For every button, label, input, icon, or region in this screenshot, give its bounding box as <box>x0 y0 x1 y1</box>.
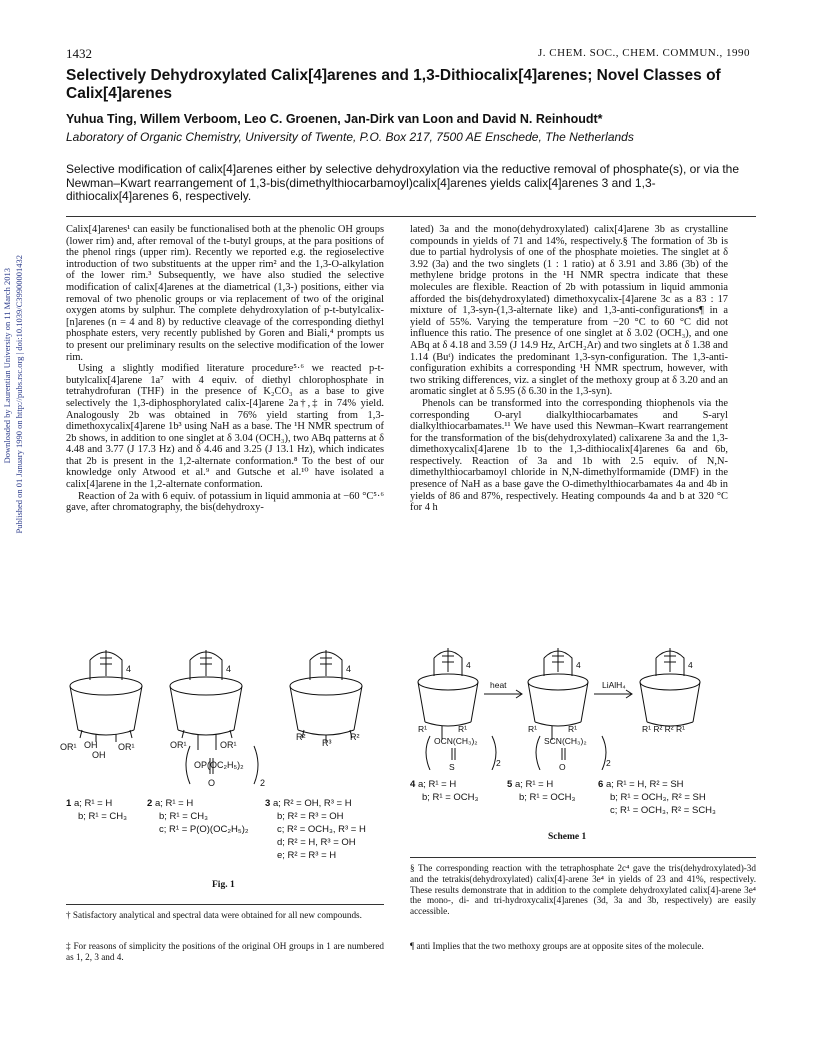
calixarene-structure-5 <box>528 648 606 770</box>
scheme1-caption: Scheme 1 <box>548 832 587 842</box>
substituent-label: OH <box>92 750 106 760</box>
compound-def: c; R¹ = OCH₃, R² = SCH₃ <box>610 805 716 816</box>
compound-def: b; R¹ = CH₃ <box>159 811 209 822</box>
compound-def: a; R¹ = H <box>417 779 457 790</box>
substituent-label: R¹ <box>458 724 467 734</box>
sulphur-label: S <box>449 762 455 770</box>
compound-def: b; R¹ = OCH₃, R² = SH <box>610 792 706 803</box>
compound-number: 2 <box>147 798 153 809</box>
ring-subscript: 4 <box>576 660 581 670</box>
download-notice: Downloaded by Laurentian University on 11 March 2013 <box>2 268 12 464</box>
substituent-label: OR¹ <box>170 740 187 750</box>
compound-def: b; R¹ = OCH₃ <box>519 792 576 803</box>
compound-3-definitions <box>265 797 366 862</box>
compound-6-definitions <box>598 778 716 817</box>
substituent-label: OR¹ <box>220 740 237 750</box>
compound-number: 1 <box>66 798 72 809</box>
figure1-caption: Fig. 1 <box>212 880 235 890</box>
compound-def: a; R¹ = H <box>73 798 113 809</box>
compound-number: 4 <box>410 779 416 790</box>
count-subscript: 2 <box>606 758 611 768</box>
compound-def: e; R² = R³ = H <box>277 850 337 861</box>
substituent-label: R¹ <box>418 724 427 734</box>
oxygen-label: O <box>559 762 566 770</box>
article-title: Selectively Dehydroxylated Calix[4]arenes and 1,3-Dithiocalix[4]arenes; Novel Classes of Calix[4]arenes <box>66 67 721 102</box>
compound-def: a; R¹ = H, R² = SH <box>605 779 684 790</box>
compound-def: c; R¹ = P(O)(OC₂H₅)₂ <box>159 824 249 835</box>
compound-number: 5 <box>507 779 513 790</box>
reaction-arrow-heat <box>484 690 522 698</box>
compound-def: b; R¹ = OCH₃ <box>422 792 479 803</box>
publication-notice[interactable]: Published on 01 January 1990 on http://pubs.rsc.org | doi:10.1039/C39900001432 <box>14 255 24 534</box>
ring-subscript: 4 <box>346 664 352 674</box>
calixarene-structure-4 <box>418 648 496 770</box>
footnote: ¶ anti Implies that the two methoxy groups are at opposite sites of the molecule. <box>410 941 704 951</box>
paragraph: Phenols can be transformed into the corresponding thiophenols via the corresponding O-aryl dialkylthiocarbamates and S-aryl dialkylthiocarbamates.¹¹ We have used this Newman–Kwart rearrangement for the transformation of the bis(dehydroxylated) calixarene 3a and the 1,3-dimethoxycalix[4]arene 1b to the 1,3-dithiocalix[4]arenes 6a and 6b, respectively. Reaction of 3a and 1b with 2.5 equiv. of N,N-dimethylthiocarbamoyl chloride in N,N-dimethylformamide (DMF) in the presence of NaH as a base gave the O-dimethylthiocarbamates 4a and 4b in yields of 86 and 87%, respectively. Heating compounds 4a and b at 320 °C for 4 h <box>410 397 728 514</box>
authors: Yuhua Ting, Willem Verboom, Leo C. Groenen, Jan-Dirk van Loon and David N. Reinhoudt* <box>66 112 603 126</box>
calixarene-structure-1 <box>70 650 142 742</box>
compound-def: a; R¹ = H <box>514 779 554 790</box>
paragraph: Reaction of 2a with 6 equiv. of potassium in liquid ammonia at −60 °C⁵·⁶ gave, after chromatography, the bis(dehydroxy- <box>66 490 384 514</box>
compound-def: a; R¹ = H <box>154 798 194 809</box>
substituent-label: OR¹ <box>60 742 77 752</box>
thiocarbamate-label: SCN(CH₃)₂ <box>544 736 587 746</box>
compound-4-definitions <box>410 778 478 804</box>
compound-1-definitions <box>66 797 127 823</box>
footnote: § The corresponding reaction with the tetraphosphate 2c⁴ gave the tris(dehydroxylated)-3d and the tetrakis(dehydroxylated) calix[4]-arene 3e⁴ in yields of 23 and 41%, respectively. These results demonstrate that in addition to the complete dehydroxylated calix[4]-arene 3e⁴ the mono-, di- and tri-hydroxycalix[4]arenes (3d, 3a and 3b, respectively) are easily accessible. <box>410 863 756 917</box>
body-column-left <box>66 224 384 514</box>
substituent-label: OR¹ <box>118 742 135 752</box>
abstract: Selective modification of calix[4]arenes either by selective dehydroxylation via the reductive removal of phosphate(s), or via the Newman–Kwart rearrangement of 1,3-bis(dimethylthiocarbamoyl)calix[4]arenes yields calix[4]arenes 3 and 1,3-dithiocalix[4]arenes 6, respectively. <box>66 162 740 203</box>
paragraph: Calix[4]arenes¹ can easily be functionalised both at the phenolic OH groups (lower rim) and, after removal of the t-butyl groups, at the para positions of the phenol rings (upper rim). Recently we reported e.g. the regioselective introduction of two substituents at the upper rim² and the 1,3-O-alkylation of the lower rim.³ Subsequently, we have also studied the selective modification of calix[4]arenes at the diametrical (1,3-) positions, either via removal of two phenolic groups or via replacement of two of the original oxygen atoms by sulphur. The complete dehydroxylation of p-t-butylcalix-[n]arenes (n = 4 and 8) by reductive cleavage of the corresponding diethyl phosphate esters, very recently published by Goren and Biali,⁴ prompts us to present our preliminary results on the selective modification of the lower rim. <box>66 224 384 363</box>
substituent-label: R¹ <box>568 724 577 734</box>
footnote: ‡ For reasons of simplicity the positions of the original OH groups in 1 are numbered as 1, 2, 3 and 4. <box>66 941 384 962</box>
compound-number: 6 <box>598 779 604 790</box>
paragraph: Using a slightly modified literature procedure⁵·⁶ we reacted p-t-butylcalix[4]arene 1a⁷ with 4 equiv. of diethyl chlorophosphate in tetrahydrofuran (THF) in the presence of K₂CO₃ as a base to give selectively the 1,3-diphosphorylated calix-[4]arene 2a†,‡ in 74% yield. Analogously 2b was obtained in 76% yield starting from 1,3-dimethoxycalix[4]arene 1b³ using NaH as a base. The ¹H NMR spectrum of 2b shows, in addition to one singlet at δ 3.04 (OCH₃), two ABq patterns at δ 4.48 and 3.77 (J 17.3 Hz) and δ 4.46 and 3.25 (J 13.1 Hz), which indicates that 2b is present in the 1,2-alternate conformation.⁸ To the best of our knowledge only Atwood et al.⁹ and Gutsche et al.¹⁰ have isolated a calix[4]arene in the 1,2-alternate conformation. <box>66 363 384 491</box>
ring-subscript: 4 <box>126 664 132 674</box>
compound-2-definitions <box>147 797 249 836</box>
footnote-rule <box>410 857 756 858</box>
compound-number: 3 <box>265 798 271 809</box>
scheme1-structures <box>406 640 756 770</box>
footnote-rule <box>66 904 384 905</box>
journal-running-head: J. CHEM. SOC., CHEM. COMMUN., 1990 <box>538 47 750 59</box>
compound-def: c; R² = OCH₃, R³ = H <box>277 824 366 835</box>
substituent-label: R¹ <box>528 724 537 734</box>
phosphate-label: OP(OC₂H₅)₂ <box>194 760 244 770</box>
compound-def: a; R² = OH, R³ = H <box>272 798 352 809</box>
arrow-label: heat <box>490 680 507 690</box>
substituent-labels: R¹ R² R² R¹ <box>642 724 685 734</box>
compound-5-definitions <box>507 778 575 804</box>
oxygen-label: O <box>208 778 216 788</box>
compound-def: d; R² = H, R³ = OH <box>277 837 356 848</box>
compound-def: b; R¹ = CH₃ <box>78 811 128 822</box>
count-subscript: 2 <box>496 758 501 768</box>
substituent-label: R² <box>350 732 360 742</box>
paragraph: lated) 3a and the mono(dehydroxylated) calix[4]arene 3b as crystalline compounds in yields of 71 and 14%, respectively.§ The formation of 3b is due to partial hydrolysis of one of the phosphate moieties. The singlet at δ 3.92 (3a) and the two singlets (1 : 1 ratio) at δ 3.91 and 3.86 (3b) of the methylene bridge protons in the ¹H NMR spectra indicate that these molecules are flexible. Reaction of 2b with potassium in liquid ammonia afforded the bis(dehydroxylated) dimethoxycalix-[4]arene 3c as a 83 : 17 mixture of 1,3-syn-(1,3-alternate like) and 1,3-anti-configurations¶ in a yield of 55%. Varying the temperature from −20 °C to 60 °C did not influence this ratio. The presence of one singlet at δ 3.02 (OCH₃), and one ABq at δ 4.18 and 3.59 (J 14.9 Hz, ArCH₂Ar) and two singlets at δ 1.38 and 1.14 (Buᵗ) indicates the predominant 1,3-syn-configuration. The 1,3-anti-configuration exhibits a corresponding ¹H NMR spectrum, however, with two striking differences, viz. a singlet of the methoxy group at δ 3.20 and an aromatic singlet at δ 5.95 (δ 6.30 in the 1,3-syn). <box>410 224 728 398</box>
footnote: † Satisfactory analytical and spectral data were obtained for all new compounds. <box>66 910 362 920</box>
substituent-label: R³ <box>322 738 332 748</box>
substituent-label: R² <box>296 732 306 742</box>
calixarene-structure-3 <box>290 650 362 742</box>
figure1-structures <box>60 640 400 790</box>
body-column-right <box>410 224 728 514</box>
thiocarbamate-label: OCN(CH₃)₂ <box>434 736 478 746</box>
page-number: 1432 <box>66 46 92 61</box>
affiliation: Laboratory of Organic Chemistry, University of Twente, P.O. Box 217, 7500 AE Enschede, The Netherlands <box>66 130 634 144</box>
compound-def: b; R² = R³ = OH <box>277 811 344 822</box>
ring-subscript: 4 <box>688 660 693 670</box>
ring-subscript: 4 <box>226 664 232 674</box>
substituent-label: OH <box>84 740 98 750</box>
reaction-arrow-lialh4 <box>594 690 632 698</box>
ring-subscript: 4 <box>466 660 471 670</box>
abstract-rule <box>66 216 756 217</box>
count-subscript: 2 <box>260 778 266 788</box>
arrow-label: LiAlH₄ <box>602 680 626 690</box>
